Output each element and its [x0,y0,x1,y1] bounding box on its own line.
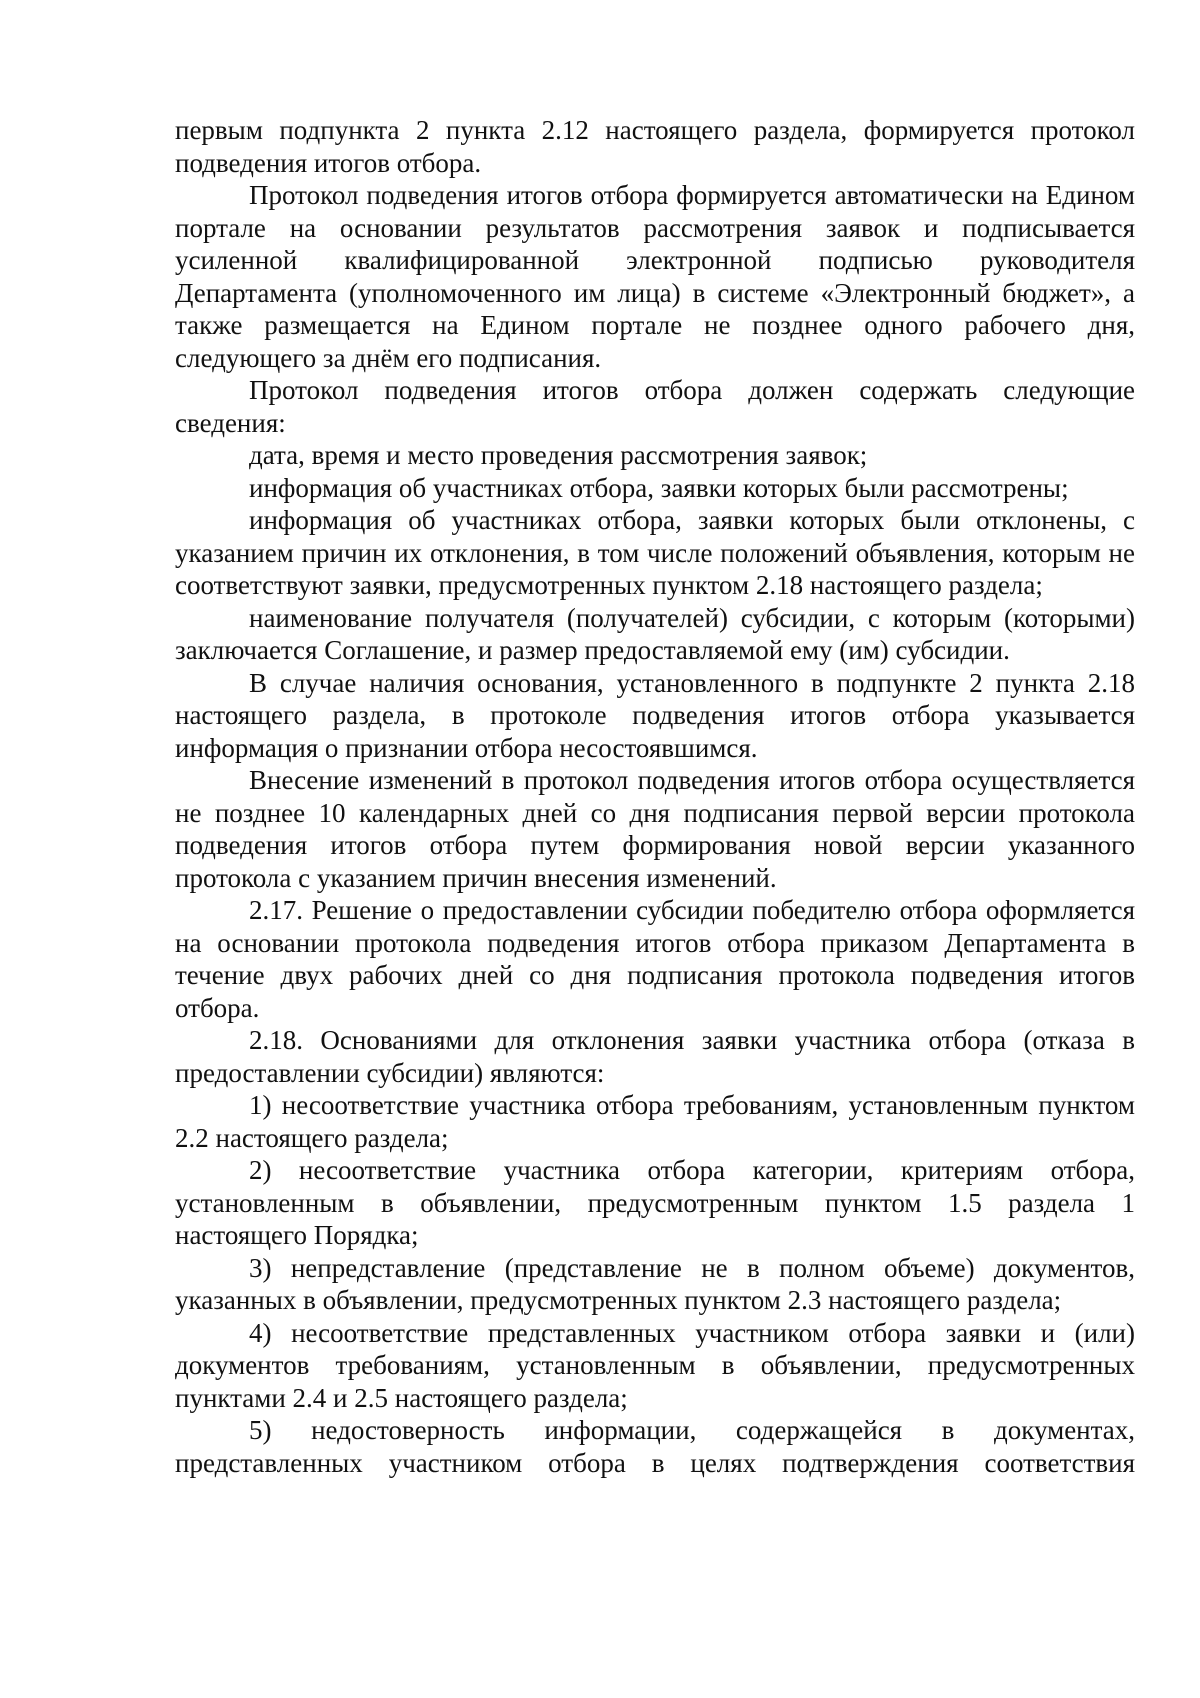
paragraph-protocol-contents: Протокол подведения итогов отбора должен содержать следующие сведения: [175,375,1135,438]
document-page [175,114,1135,1479]
list-item-reason-1: 1) несоответствие участника отбора требованиям, установленным пунктом 2.2 настоящего раздела; [175,1090,1135,1153]
clause-2-17: 2.17. Решение о предоставлении субсидии победителю отбора оформляется на основании протокола подведения итогов отбора приказом Департамента в течение двух рабочих дней со дня подписания протокола подведения итогов отбора. [175,895,1135,1023]
paragraph-continued: первым подпункта 2 пункта 2.12 настоящего раздела, формируется протокол подведения итогов отбора. [175,115,1135,178]
paragraph-protocol-formation: Протокол подведения итогов отбора формируется автоматически на Едином портале на основании результатов рассмотрения заявок и подписывается усиленной квалифицированной электронной подписью руководителя Департамента (уполномоченного им лица) в системе «Электронный бюджет», а также размещается на Едином портале не позднее одного рабочего дня, следующего за днём его подписания. [175,180,1135,373]
list-item-rejected-participants: информация об участниках отбора, заявки которых были отклонены, с указанием причин их отклонения, в том числе положений объявления, которым не соответствуют заявки, предусмотренных пунктом 2.18 настоящего раздела; [175,505,1135,600]
list-item-reason-4: 4) несоответствие представленных участником отбора заявки и (или) документов требованиям, установленным в объявлении, предусмотренных пунктами 2.4 и 2.5 настоящего раздела; [175,1317,1135,1413]
paragraph-protocol-amendments: Внесение изменений в протокол подведения итогов отбора осуществляется не позднее 10 календарных дней со дня подписания первой версии протокола подведения итогов отбора путем формирования новой версии указанного протокола с указанием причин внесения изменений. [175,765,1135,893]
list-item-recipient-name: наименование получателя (получателей) субсидии, с которым (которыми) заключается Соглашение, и размер предоставляемой ему (им) субсидии. [175,602,1135,665]
list-item-reviewed-participants: информация об участниках отбора, заявки которых были рассмотрены; [249,472,1069,503]
list-item-date-time-place: дата, время и место проведения рассмотрения заявок; [249,440,868,470]
list-item-reason-5: 5) недостоверность информации, содержащейся в документах, представленных участником отбора в целях подтверждения соответствия [175,1415,1135,1478]
list-item-reason-2: 2) несоответствие участника отбора категории, критериям отбора, установленным в объявлении, предусмотренным пунктом 1.5 раздела 1 настоящего Порядка; [175,1155,1135,1250]
clause-2-18: 2.18. Основаниями для отклонения заявки участника отбора (отказа в предоставлении субсидии) являются: [175,1025,1135,1088]
paragraph-failed-selection: В случае наличия основания, установленного в подпункте 2 пункта 2.18 настоящего раздела, в протоколе подведения итогов отбора указывается информация о признании отбора несостоявшимся. [175,667,1135,763]
list-item-reason-3: 3) непредставление (представление не в полном объеме) документов, указанных в объявлении, предусмотренных пунктом 2.3 настоящего раздела; [175,1252,1135,1315]
